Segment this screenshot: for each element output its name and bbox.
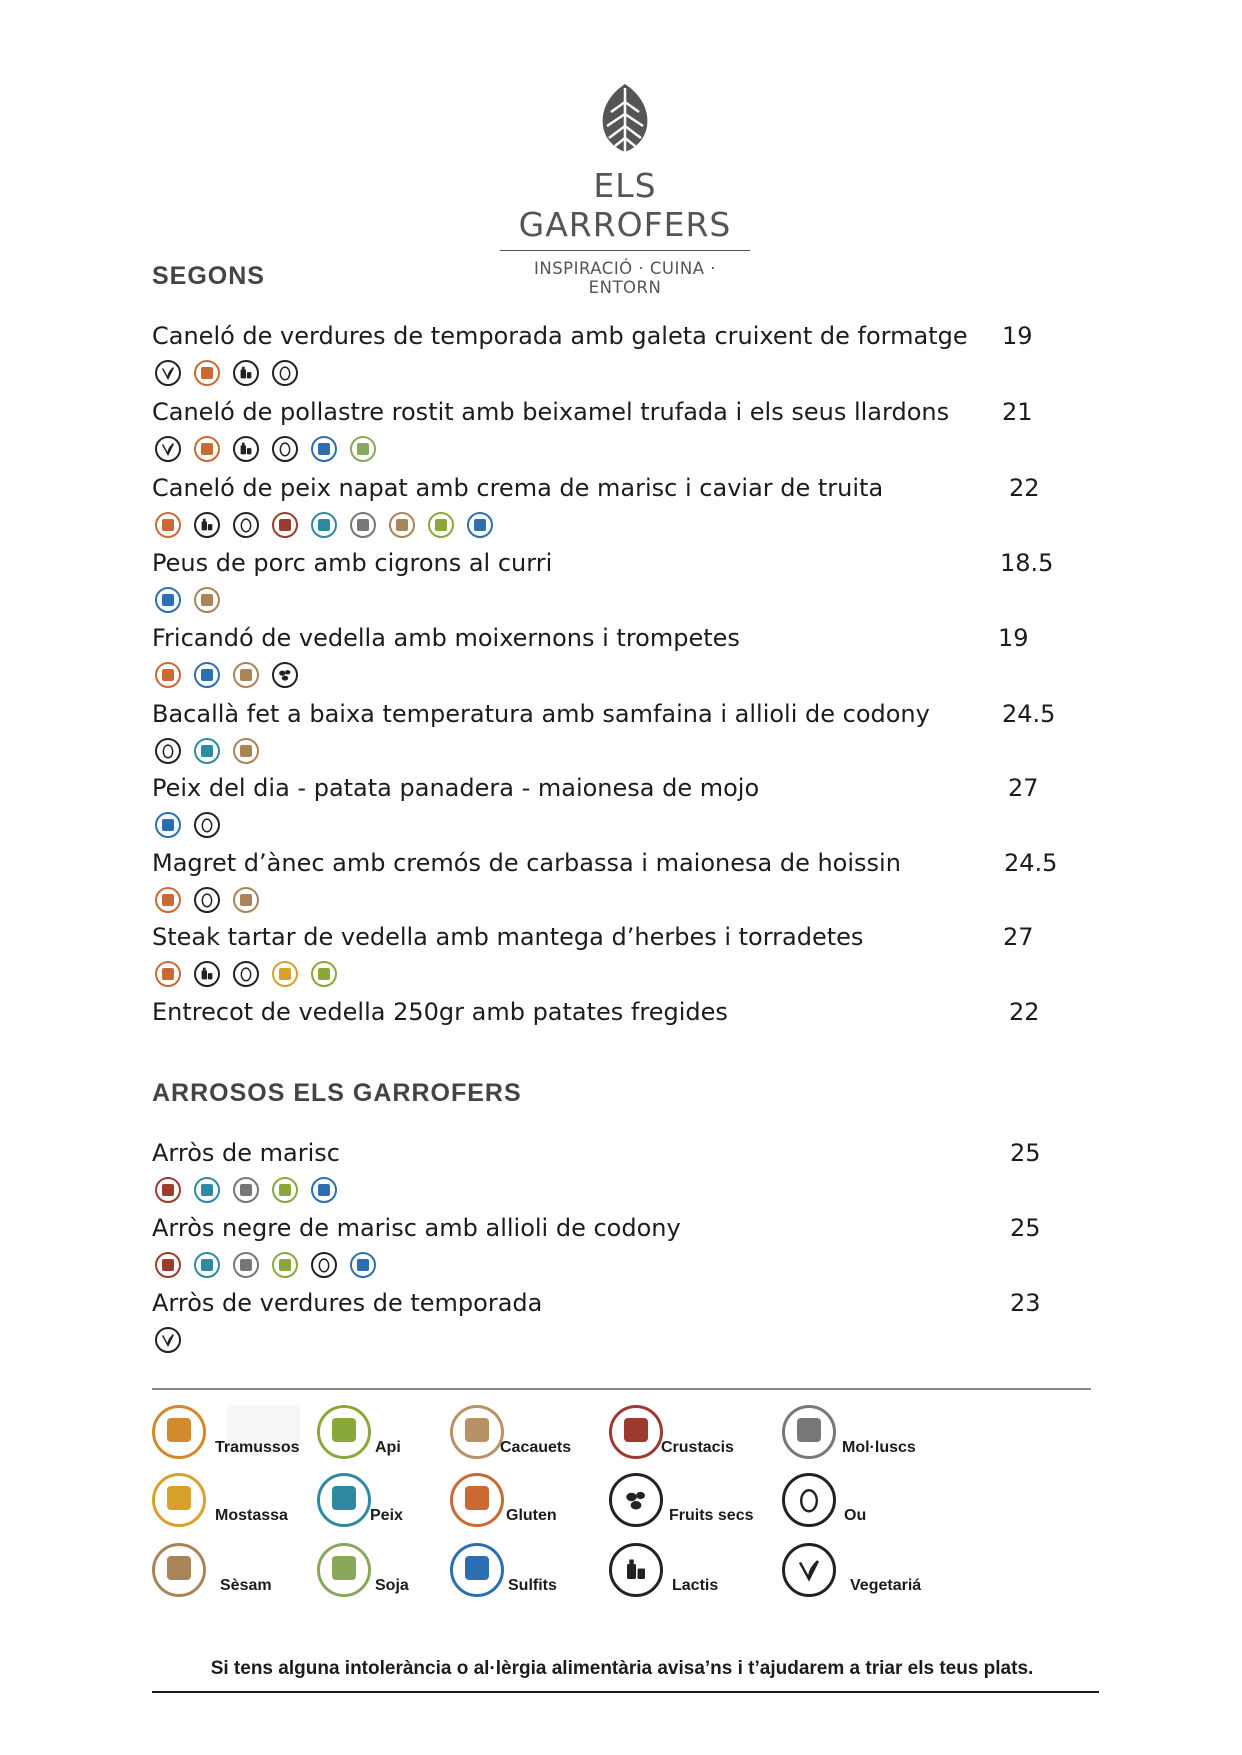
- dish-name: Caneló de pollastre rostit amb beixamel trufada i els seus llardons: [152, 398, 950, 426]
- sesam-icon: [194, 587, 220, 613]
- ou-icon: [311, 1252, 337, 1278]
- dish-item: [152, 700, 1072, 770]
- lactis-icon: [233, 360, 259, 386]
- dish-price: 21: [1002, 398, 1033, 426]
- dish-allergen-icons: [155, 887, 259, 919]
- dish-allergen-icons: [155, 1327, 181, 1359]
- sulfits-icon: [155, 587, 181, 613]
- gluten-icon: [194, 360, 220, 386]
- legend-divider: [152, 1388, 1091, 1390]
- dish-price: 24.5: [1002, 700, 1056, 728]
- api-icon: [317, 1405, 371, 1459]
- legend-label: Mostassa: [215, 1507, 288, 1524]
- dish-allergen-icons: [155, 738, 259, 770]
- dish-price: 25: [1010, 1214, 1041, 1242]
- dish-allergen-icons: [155, 436, 376, 468]
- vegetaria-icon: [155, 436, 181, 462]
- mostassa-icon: [152, 1473, 206, 1527]
- soja-icon: [317, 1543, 371, 1597]
- dish-allergen-icons: [155, 1177, 337, 1209]
- molluscs-icon: [350, 512, 376, 538]
- api-icon: [311, 961, 337, 987]
- altramus-icon: [152, 1405, 206, 1459]
- ou-icon: [155, 738, 181, 764]
- dish-item: [152, 322, 1072, 392]
- crustacis-icon: [272, 512, 298, 538]
- dish-price: 19: [998, 624, 1029, 652]
- crustacis-icon: [609, 1405, 663, 1459]
- dish-allergen-icons: [155, 512, 493, 544]
- legend-label: Vegetariá: [850, 1577, 922, 1594]
- dish-price: 27: [1008, 774, 1039, 802]
- dish-item: [152, 774, 1072, 844]
- legend-label: Sulfits: [508, 1577, 557, 1594]
- dish-price: 22: [1009, 998, 1040, 1026]
- dish-price: 18.5: [1000, 549, 1054, 577]
- ou-icon: [272, 360, 298, 386]
- dish-name: Caneló de peix napat amb crema de marisc i caviar de truita: [152, 474, 884, 502]
- gluten-icon: [155, 512, 181, 538]
- ou-icon: [194, 887, 220, 913]
- crustacis-icon: [155, 1177, 181, 1203]
- brand-divider: [500, 250, 750, 251]
- legend-label: Soja: [375, 1577, 409, 1594]
- dish-item: [152, 849, 1072, 919]
- brand-tagline: INSPIRACIÓ · CUINA · ENTORN: [534, 259, 716, 297]
- brand-logo: [495, 82, 755, 297]
- fruits-secs-icon: [272, 662, 298, 688]
- sulfits-icon: [450, 1543, 504, 1597]
- api-icon: [272, 1177, 298, 1203]
- ou-icon: [233, 961, 259, 987]
- dish-item: [152, 474, 1072, 544]
- peix-icon: [317, 1473, 371, 1527]
- sulfits-icon: [311, 1177, 337, 1203]
- brand-name: ELS GARROFERS: [518, 166, 732, 244]
- sulfits-icon: [155, 812, 181, 838]
- allergen-legend: [152, 1405, 1072, 1625]
- vegetaria-icon: [155, 360, 181, 386]
- dish-item: [152, 998, 1072, 1068]
- legend-label: Mol·luscs: [842, 1439, 916, 1456]
- dish-allergen-icons: [155, 662, 298, 694]
- dish-name: Caneló de verdures de temporada amb galeta cruixent de formatge: [152, 322, 968, 350]
- molluscs-icon: [782, 1405, 836, 1459]
- cacauets-icon: [450, 1405, 504, 1459]
- legend-label: Lactis: [672, 1577, 719, 1594]
- dish-price: 25: [1010, 1139, 1041, 1167]
- legend-label: Tramussos: [215, 1439, 300, 1456]
- sulfits-icon: [194, 662, 220, 688]
- dish-item: [152, 398, 1072, 468]
- fruits-secs-icon: [609, 1473, 663, 1527]
- api-icon: [428, 512, 454, 538]
- dish-item: [152, 624, 1072, 694]
- peix-icon: [194, 1177, 220, 1203]
- dish-allergen-icons: [155, 812, 220, 844]
- legend-label: Gluten: [506, 1507, 557, 1524]
- crustacis-icon: [155, 1252, 181, 1278]
- molluscs-icon: [233, 1177, 259, 1203]
- carob-leaf-icon: [597, 82, 653, 158]
- soja-icon: [350, 436, 376, 462]
- section-title-arrosos: ARROSOS ELS GARROFERS: [152, 1079, 522, 1107]
- dish-name: Bacallà fet a baixa temperatura amb samfaina i allioli de codony: [152, 700, 930, 728]
- dish-name: Peus de porc amb cigrons al curri: [152, 549, 553, 577]
- dish-price: 22: [1009, 474, 1040, 502]
- lactis-icon: [233, 436, 259, 462]
- dish-item: [152, 1139, 1072, 1209]
- dish-price: 19: [1002, 322, 1033, 350]
- dish-name: Arròs de verdures de temporada: [152, 1289, 543, 1317]
- sulfits-icon: [311, 436, 337, 462]
- ou-icon: [782, 1473, 836, 1527]
- legend-label: Ou: [844, 1507, 867, 1524]
- dish-item: [152, 1214, 1072, 1284]
- dish-name: Entrecot de vedella 250gr amb patates fregides: [152, 998, 728, 1026]
- peix-icon: [194, 1252, 220, 1278]
- lactis-icon: [609, 1543, 663, 1597]
- dish-name: Steak tartar de vedella amb mantega d’herbes i torradetes: [152, 923, 864, 951]
- dish-allergen-icons: [155, 961, 337, 993]
- lactis-icon: [194, 512, 220, 538]
- sesam-icon: [152, 1543, 206, 1597]
- sesam-icon: [389, 512, 415, 538]
- vegetaria-icon: [782, 1543, 836, 1597]
- sesam-icon: [233, 662, 259, 688]
- ou-icon: [272, 436, 298, 462]
- sulfits-icon: [350, 1252, 376, 1278]
- dish-allergen-icons: [155, 1252, 376, 1284]
- ou-icon: [194, 812, 220, 838]
- vegetaria-icon: [155, 1327, 181, 1353]
- dish-name: Magret d’ànec amb cremós de carbassa i maionesa de hoissin: [152, 849, 901, 877]
- footer-divider: [152, 1691, 1099, 1693]
- section-title-segons: SEGONS: [152, 262, 265, 290]
- dish-price: 23: [1010, 1289, 1041, 1317]
- allergy-note: Si tens alguna intolerància o al·lèrgia alimentària avisa’ns i t’ajudarem a triar els teus plats.: [210, 1658, 1034, 1679]
- dish-allergen-icons: [155, 587, 220, 619]
- legend-label: Cacauets: [500, 1439, 572, 1456]
- molluscs-icon: [233, 1252, 259, 1278]
- gluten-icon: [194, 436, 220, 462]
- dish-item: [152, 923, 1072, 993]
- dish-price: 24.5: [1004, 849, 1058, 877]
- api-icon: [272, 1252, 298, 1278]
- peix-icon: [311, 512, 337, 538]
- sesam-icon: [233, 738, 259, 764]
- dish-price: 27: [1003, 923, 1034, 951]
- gluten-icon: [155, 961, 181, 987]
- dish-name: Peix del dia - patata panadera - maionesa de mojo: [152, 774, 760, 802]
- sesam-icon: [233, 887, 259, 913]
- lactis-icon: [194, 961, 220, 987]
- mostassa-icon: [272, 961, 298, 987]
- dish-name: Arròs de marisc: [152, 1139, 340, 1167]
- dish-allergen-icons: [155, 360, 298, 392]
- dish-item: [152, 1289, 1072, 1359]
- legend-label: Api: [375, 1439, 401, 1456]
- dish-name: Fricandó de vedella amb moixernons i trompetes: [152, 624, 740, 652]
- legend-label: Sèsam: [220, 1577, 272, 1594]
- legend-label: Crustacis: [661, 1439, 734, 1456]
- dish-name: Arròs negre de marisc amb allioli de codony: [152, 1214, 681, 1242]
- peix-icon: [194, 738, 220, 764]
- dish-item: [152, 549, 1072, 619]
- ou-icon: [233, 512, 259, 538]
- legend-label: Peix: [370, 1507, 403, 1524]
- legend-label: Fruits secs: [669, 1507, 754, 1524]
- gluten-icon: [155, 887, 181, 913]
- sulfits-icon: [467, 512, 493, 538]
- gluten-icon: [155, 662, 181, 688]
- gluten-icon: [450, 1473, 504, 1527]
